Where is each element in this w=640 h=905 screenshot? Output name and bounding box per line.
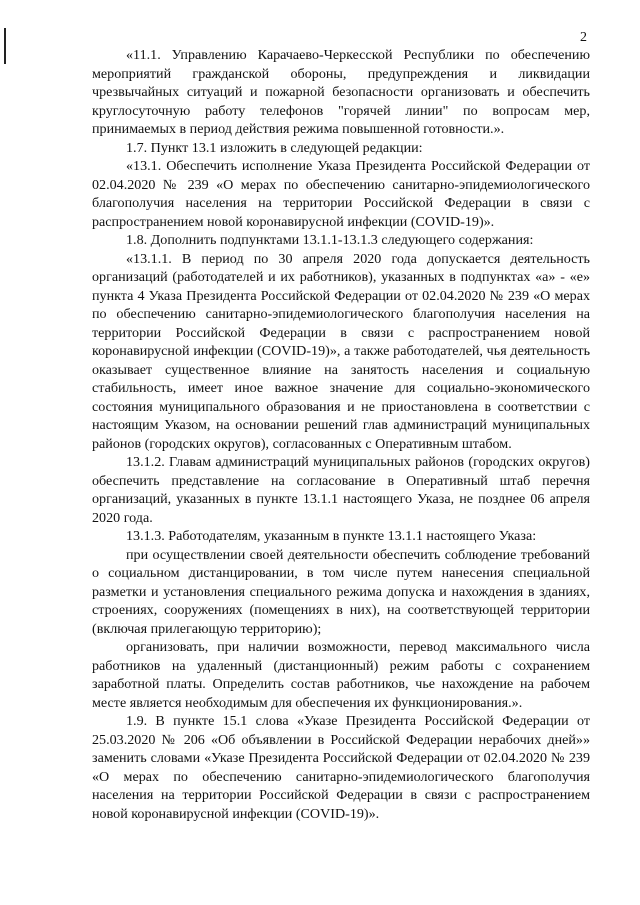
paragraph-11-1: «11.1. Управлению Карачаево-Черкесской Республики по обеспечению мероприятий гражданской обороны, предупреждения и ликвидации чрезвычайных ситуаций и пожарной безопасности организовать и обеспечить круглосуточную работу телефонов "горячей линии" по вопросам мер, принимаемых в период действия режима повышенной готовности.». [92, 47, 590, 137]
paragraph-1-8: 1.8. Дополнить подпунктами 13.1.1-13.1.3 следующего содержания: [126, 232, 534, 248]
scan-edge-mark [4, 28, 6, 64]
paragraph-distancing: при осуществлении своей деятельности обеспечить соблюдение требований о социальном дистанцировании, в том числе путем нанесения специальной разметки и установления специального режима допуска и нахождения в зданиях, строениях, сооружениях (помещениях в них), на соответствующей территории (включая прилегающую территорию); [92, 546, 590, 637]
paragraph-1-7: 1.7. Пункт 13.1 изложить в следующей редакции: [126, 139, 423, 156]
paragraph-remote-work: организовать, при наличии возможности, перевод максимального числа работников на удаленный (дистанционный) режим работы с сохранением заработной платы. Определить состав работников, чье нахождение на рабочем месте является необходимым для обеспечения их функционирования.». [92, 639, 590, 711]
paragraph-13-1: «13.1. Обеспечить исполнение Указа Президента Российской Федерации от 02.04.2020 № 239 «О мерах по обеспечению санитарно-эпидемиологического благополучия населения на территории Российской Федерации в связи с распространением новой коронавирусной инфекции (COVID-19)». [92, 158, 590, 230]
paragraph-13-1-2: 13.1.2. Главам администраций муниципальных районов (городских округов) обеспечить представление на согласование в Оперативный штаб перечня организаций, указанных в пункте 13.1.1 настоящего Указа, не позднее 06 апреля 2020 года. [92, 454, 590, 526]
paragraph-13-1-1: «13.1.1. В период по 30 апреля 2020 года допускается деятельность организаций (работодателей и их работников), указанных в подпунктах «а» - «е» пункта 4 Указа Президента Российской Федерации от 02.04.2020 № 239 «О мерах по обеспечению санитарно-эпидемиологического благополучия населения на территории Российской Федерации в связи с распространением новой коронавирусной инфекции (COVID-19)», а также работодателей, чья деятельность оказывает существенное влияние на занятость населения и социальную стабильность, имеет иное важное значение для социально-экономического состояния муниципального образования и не приостановлена в соответствии с настоящим Указом, на основании решений глав администраций муниципальных районов (городских округов), согласованных с Оперативным штабом. [92, 250, 590, 452]
page-number: 2 [580, 30, 587, 45]
paragraph-13-1-3: 13.1.3. Работодателям, указанным в пункте 13.1.1 настоящего Указа: [126, 528, 537, 544]
paragraph-1-9: 1.9. В пункте 15.1 слова «Указе Президента Российской Федерации от 25.03.2020 № 206 «Об объявлении в Российской Федерации нерабочих дней»» заменить словами «Указе Президента Российской Федерации от 02.04.2020 № 239 «О мерах по обеспечению санитарно-эпидемиологического благополучия населения на территории Российской Федерации в связи с распространением новой коронавирусной инфекции (COVID-19)». [92, 713, 590, 822]
document-body [92, 46, 590, 823]
